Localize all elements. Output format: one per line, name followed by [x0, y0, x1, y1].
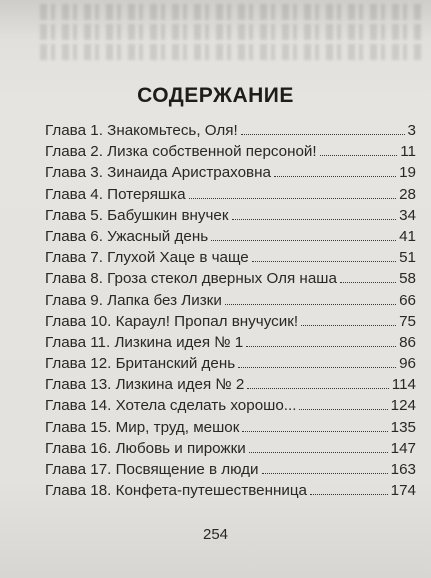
toc-page-number: 58	[399, 270, 416, 288]
dot-leader	[299, 408, 387, 410]
dot-leader	[238, 366, 396, 368]
toc-page-number: 135	[390, 418, 416, 436]
toc-entry	[45, 438, 416, 459]
toc-page-number: 66	[399, 291, 416, 309]
toc-entry	[45, 205, 416, 226]
toc-entry-title	[45, 480, 307, 501]
toc-page-number: 75	[399, 312, 416, 330]
dot-leader	[241, 133, 405, 135]
toc-chapter-label: Глава 16.	[45, 439, 112, 457]
toc-entry-title	[45, 268, 337, 289]
toc-entry	[45, 226, 416, 247]
toc-entry-title	[45, 120, 238, 141]
toc-page-number: 147	[390, 439, 416, 457]
dot-leader	[274, 175, 396, 177]
toc-chapter-label: Глава 17.	[45, 461, 112, 478]
toc-entry-title	[45, 417, 239, 438]
toc-chapter-title: Британский день	[115, 355, 236, 373]
toc-entry	[45, 290, 416, 311]
toc-chapter-title: Гроза стекол дверных Оля наша	[107, 270, 337, 288]
toc-chapter-label: Глава 3.	[45, 164, 103, 182]
toc-chapter-title: Знакомьтесь, Оля!	[107, 122, 238, 139]
toc-chapter-label: Глава 12.	[45, 355, 112, 373]
toc-entry	[45, 311, 416, 332]
toc-page-number: 11	[400, 143, 416, 161]
toc-page-number: 86	[399, 333, 416, 351]
dot-leader	[320, 154, 398, 156]
toc-entry-title	[45, 438, 246, 459]
toc-page-number: 114	[391, 376, 416, 394]
toc-entry	[45, 268, 416, 289]
toc-page-number: 163	[390, 461, 416, 478]
toc-page-number: 96	[399, 355, 416, 373]
dot-leader	[247, 387, 388, 389]
toc-page-number: 28	[399, 185, 416, 203]
toc-chapter-title: Караул! Пропал внучусик!	[115, 312, 299, 330]
toc-entry-title	[45, 141, 317, 162]
toc-entry	[45, 459, 416, 480]
dot-leader	[242, 430, 387, 432]
toc-entry-title	[45, 290, 222, 311]
page-number: 254	[202, 526, 229, 543]
toc-chapter-title: Хотела сделать хорошо...	[115, 397, 297, 415]
show-through-text	[0, 0, 431, 62]
toc-chapter-title: Лизкина идея № 2	[115, 376, 245, 394]
dot-leader	[310, 493, 388, 495]
toc-page-number: 51	[399, 249, 416, 267]
toc-entry-title	[45, 247, 249, 268]
toc-chapter-title: Зинаида Аристраховна	[107, 164, 271, 182]
toc-chapter-title: Ужасный день	[107, 227, 209, 245]
toc-chapter-title: Лапка без Лизки	[107, 291, 222, 309]
toc-chapter-label: Глава 14.	[45, 397, 112, 415]
toc-entry-title	[45, 184, 186, 205]
toc-page-number: 34	[399, 206, 416, 224]
dot-leader	[301, 324, 396, 326]
toc-chapter-title: Любовь и пирожки	[115, 439, 246, 457]
toc-chapter-label: Глава 9.	[45, 291, 103, 309]
toc-chapter-title: Глухой Хаце в чаще	[107, 249, 249, 267]
toc-chapter-label: Глава 7.	[45, 249, 103, 267]
toc-entry	[45, 374, 416, 395]
toc-entry	[45, 395, 416, 416]
toc-entry-title	[45, 162, 271, 183]
dot-leader	[252, 260, 396, 262]
toc-page-number: 124	[390, 397, 416, 415]
toc-chapter-label: Глава 4.	[45, 185, 103, 203]
toc-page-number: 174	[390, 482, 416, 500]
toc-entry	[45, 120, 416, 141]
toc-chapter-label: Глава 8.	[45, 270, 103, 288]
toc-chapter-label: Глава 15.	[45, 418, 112, 436]
toc-entry-title	[45, 395, 296, 416]
contents-heading: СОДЕРЖАНИЕ	[137, 84, 294, 107]
toc-entry	[45, 417, 416, 438]
dot-leader	[340, 281, 396, 283]
dot-leader	[249, 451, 388, 453]
table-of-contents	[45, 120, 416, 501]
toc-page-number: 19	[399, 164, 416, 182]
dot-leader	[211, 239, 396, 241]
toc-entry	[45, 247, 416, 268]
toc-chapter-label: Глава 11.	[45, 333, 111, 351]
toc-chapter-label: Глава 6.	[45, 227, 103, 245]
toc-entry	[45, 184, 416, 205]
toc-chapter-title: Лизка собственной персоной!	[107, 143, 317, 161]
toc-chapter-label: Глава 18.	[45, 482, 112, 500]
toc-page-number: 41	[399, 227, 416, 245]
dot-leader	[246, 345, 396, 347]
toc-chapter-title: Бабушкин внучек	[107, 206, 229, 224]
toc-chapter-label: Глава 13.	[45, 376, 112, 394]
toc-chapter-label: Глава 1.	[45, 122, 103, 139]
toc-chapter-label: Глава 10.	[45, 312, 112, 330]
toc-page-number: 3	[407, 122, 416, 139]
toc-entry-title	[45, 459, 259, 480]
toc-chapter-title: Посвящение в люди	[115, 461, 259, 478]
toc-entry-title	[45, 226, 208, 247]
toc-chapter-label: Глава 2.	[45, 143, 103, 161]
toc-entry-title	[45, 205, 229, 226]
toc-chapter-title: Лизкина идея № 1	[114, 333, 244, 351]
toc-entry	[45, 332, 416, 353]
toc-entry	[45, 162, 416, 183]
toc-entry	[45, 141, 416, 162]
dot-leader	[189, 197, 397, 199]
toc-chapter-title: Мир, труд, мешок	[115, 418, 240, 436]
toc-chapter-title: Конфета-путешественница	[115, 482, 307, 500]
toc-entry-title	[45, 374, 244, 395]
dot-leader	[232, 218, 397, 220]
dot-leader	[225, 303, 396, 305]
toc-chapter-label: Глава 5.	[45, 206, 103, 224]
toc-chapter-title: Потеряшка	[107, 185, 186, 203]
toc-entry	[45, 480, 416, 501]
toc-entry-title	[45, 311, 298, 332]
toc-entry-title	[45, 353, 235, 374]
toc-entry-title	[45, 332, 243, 353]
dot-leader	[262, 472, 388, 474]
toc-entry	[45, 353, 416, 374]
